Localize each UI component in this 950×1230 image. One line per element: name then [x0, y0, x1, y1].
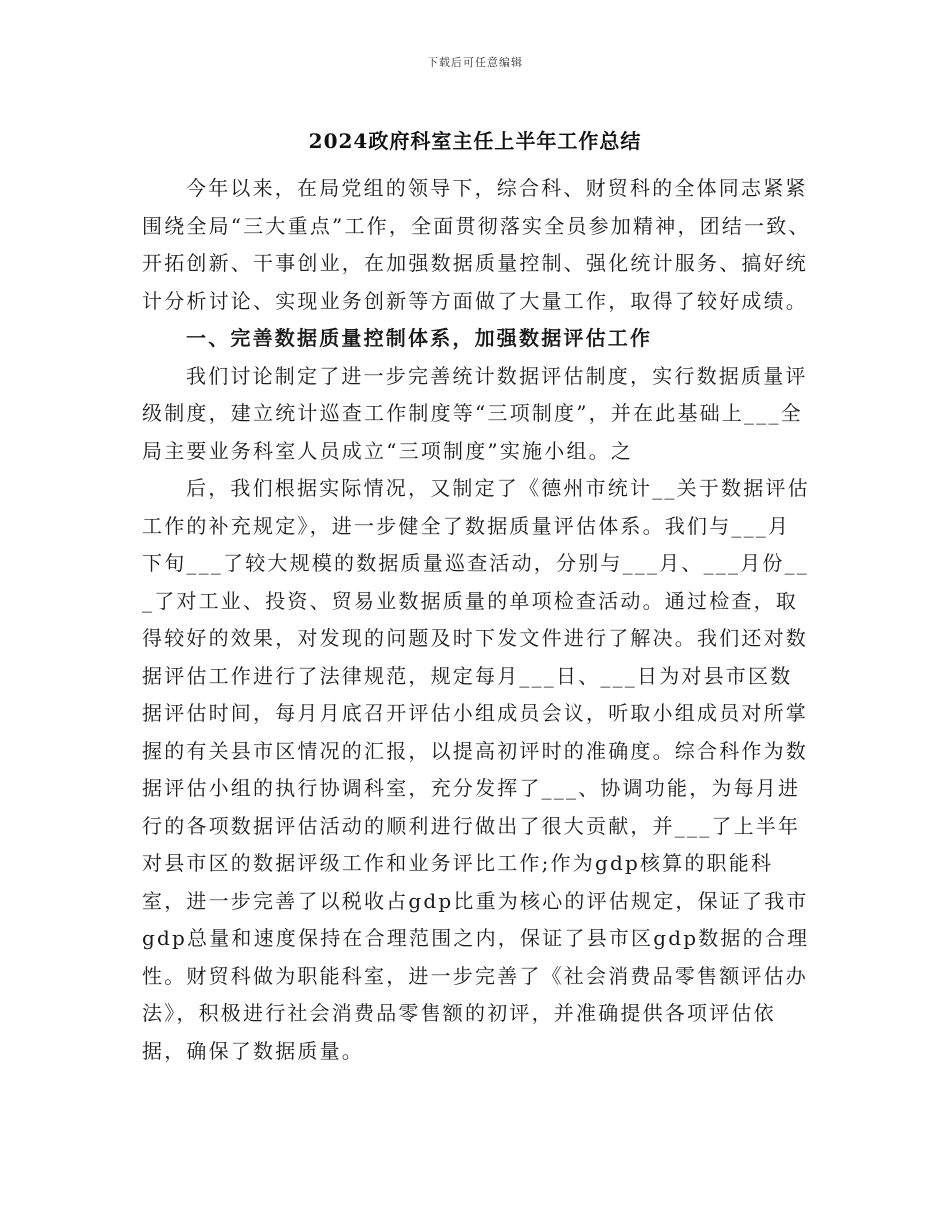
document-title: 2024政府科室主任上半年工作总结	[308, 129, 642, 153]
section-heading: 一、完善数据质量控制体系，加强数据评估工作	[186, 326, 653, 350]
document-body	[142, 170, 812, 1070]
body-paragraph: 我们讨论制定了进一步完善统计数据评估制度，实行数据质量评级制度，建立统计巡查工作制度等“三项制度”，并在此基础上___全局主要业务科室人员成立“三项制度”实施小组。之	[142, 363, 808, 463]
page-header: 下载后可任意编辑	[427, 56, 523, 69]
intro-paragraph: 今年以来，在局党组的领导下，综合科、财贸科的全体同志紧紧围绕全局“三大重点”工作，全面贯彻落实全员参加精神，团结一致、开拓创新、干事创业，在加强数据质量控制、强化统计服务、搞好统计分析讨论、实现业务创新等方面做了大量工作，取得了较好成绩。	[142, 176, 811, 313]
body-paragraph: 后，我们根据实际情况，又制定了《德州市统计__关于数据评估工作的补充规定》，进一步健全了数据质量评估体系。我们与___月下旬___了较大规模的数据质量巡查活动，分别与___月、___月份___了对工业、投资、贸易业数据质量的单项检查活动。通过检查，取得较好的效果，对发现的问题及时下发文件进行了解决。我们还对数据评估工作进行了法律规范，规定每月___日、___日为对县市区数据评估时间，每月月底召开评估小组成员会议，听取小组成员对所掌握的有关县市区情况的汇报，以提高初评时的准确度。综合科作为数据评估小组的执行协调科室，充分发挥了___、协调功能，为每月进行的各项数据评估活动的顺利进行做出了很大贡献，并___了上半年对县市区的数据评级工作和业务评比工作;作为gdp核算的职能科室，进一步完善了以税收占gdp比重为核心的评估规定，保证了我市gdp总量和速度保持在合理范围之内，保证了县市区gdp数据的合理性。财贸科做为职能科室，进一步完善了《社会消费品零售额评估办法》，积极进行社会消费品零售额的初评，并准确提供各项评估依据，确保了数据质量。	[142, 476, 810, 1063]
